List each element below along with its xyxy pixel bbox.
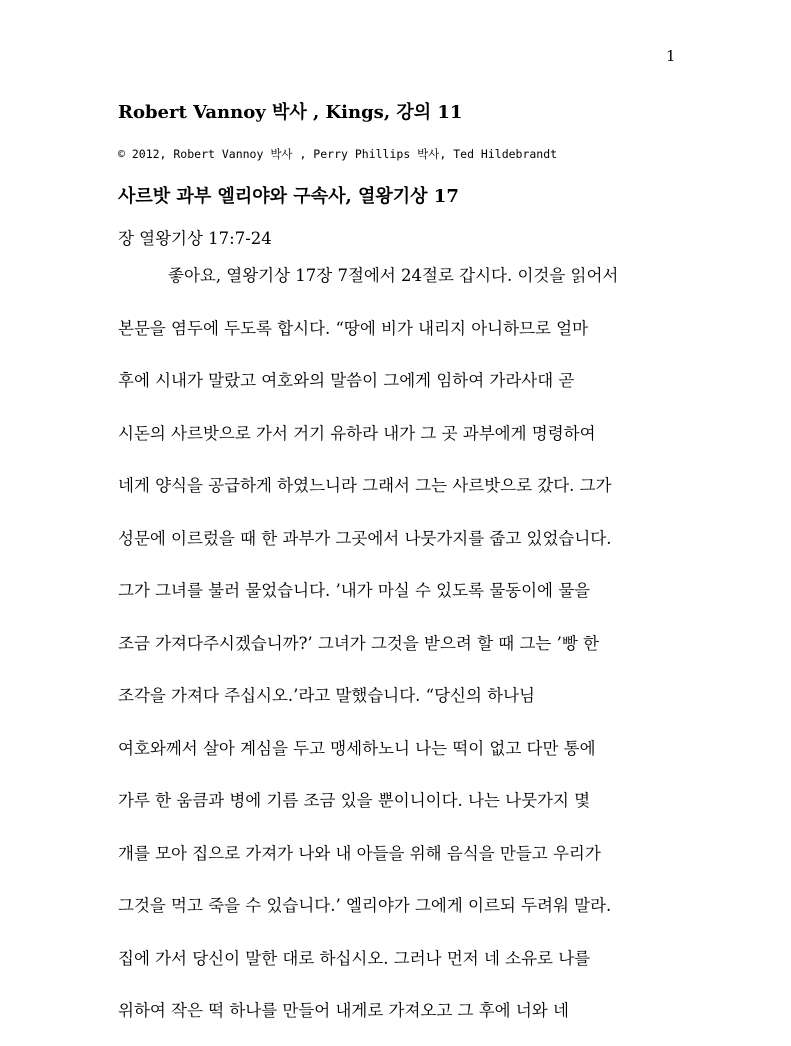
body-line: 가루 한 움큼과 병에 기름 조금 있을 뿐이니이다. 나는 나뭇가지 몇 xyxy=(118,791,591,810)
body-line: 본문을 염두에 두도록 합시다. “땅에 비가 내리지 아니하므로 얼마 xyxy=(118,318,589,338)
body-line: 시돈의 사르밧으로 가서 거기 유하라 내가 그 곳 과부에게 명령하여 xyxy=(118,423,596,443)
body-line: 집에 가서 당신이 말한 대로 하십시오. 그러나 먼저 네 소유로 나를 xyxy=(118,948,591,968)
lecture-subtitle-continuation: 장 열왕기상 17:7-24 xyxy=(118,229,272,248)
body-line: 개를 모아 집으로 가져가 나와 내 아들을 위해 음식을 만들고 우리가 xyxy=(118,843,601,863)
body-line: 위하여 작은 떡 하나를 만들어 내게로 가져오고 그 후에 너와 네 xyxy=(118,1001,569,1020)
body-line: 그가 그녀를 불러 물었습니다. ’내가 마실 수 있도록 물동이에 물을 xyxy=(118,581,591,600)
body-line: 조금 가져다주시겠습니까?’ 그녀가 그것을 받으려 할 때 그는 ’빵 한 xyxy=(118,633,599,653)
body-line: 좋아요, 열왕기상 17장 7절에서 24절로 갑시다. 이것을 읽어서 xyxy=(168,266,619,285)
lecture-subtitle: 사르밧 과부 엘리야와 구속사, 열왕기상 17 xyxy=(118,186,459,207)
body-line: 네게 양식을 공급하게 하였느니라 그래서 그는 사르밧으로 갔다. 그가 xyxy=(118,476,612,495)
body-line: 조각을 가져다 주십시오.’라고 말했습니다. “당신의 하나님 xyxy=(118,686,535,705)
body-line: 후에 시내가 말랐고 여호와의 말씀이 그에게 임하여 가라사대 곧 xyxy=(118,371,575,390)
copyright-line: © 2012, Robert Vannoy 박사 , Perry Phillips 박사, Ted Hildebrandt xyxy=(118,147,558,161)
document-title: Robert Vannoy 박사 , Kings, 강의 11 xyxy=(118,102,463,123)
body-line: 여호와께서 살아 계심을 두고 맹세하노니 나는 떡이 없고 다만 통에 xyxy=(118,738,596,758)
body-line: 성문에 이르렀을 때 한 과부가 그곳에서 나뭇가지를 줍고 있었습니다. xyxy=(118,528,612,548)
page-number: 1 xyxy=(666,47,676,65)
body-line: 그것을 먹고 죽을 수 있습니다.’ 엘리야가 그에게 이르되 두려워 말라. xyxy=(118,896,612,915)
body-text xyxy=(118,258,678,1046)
